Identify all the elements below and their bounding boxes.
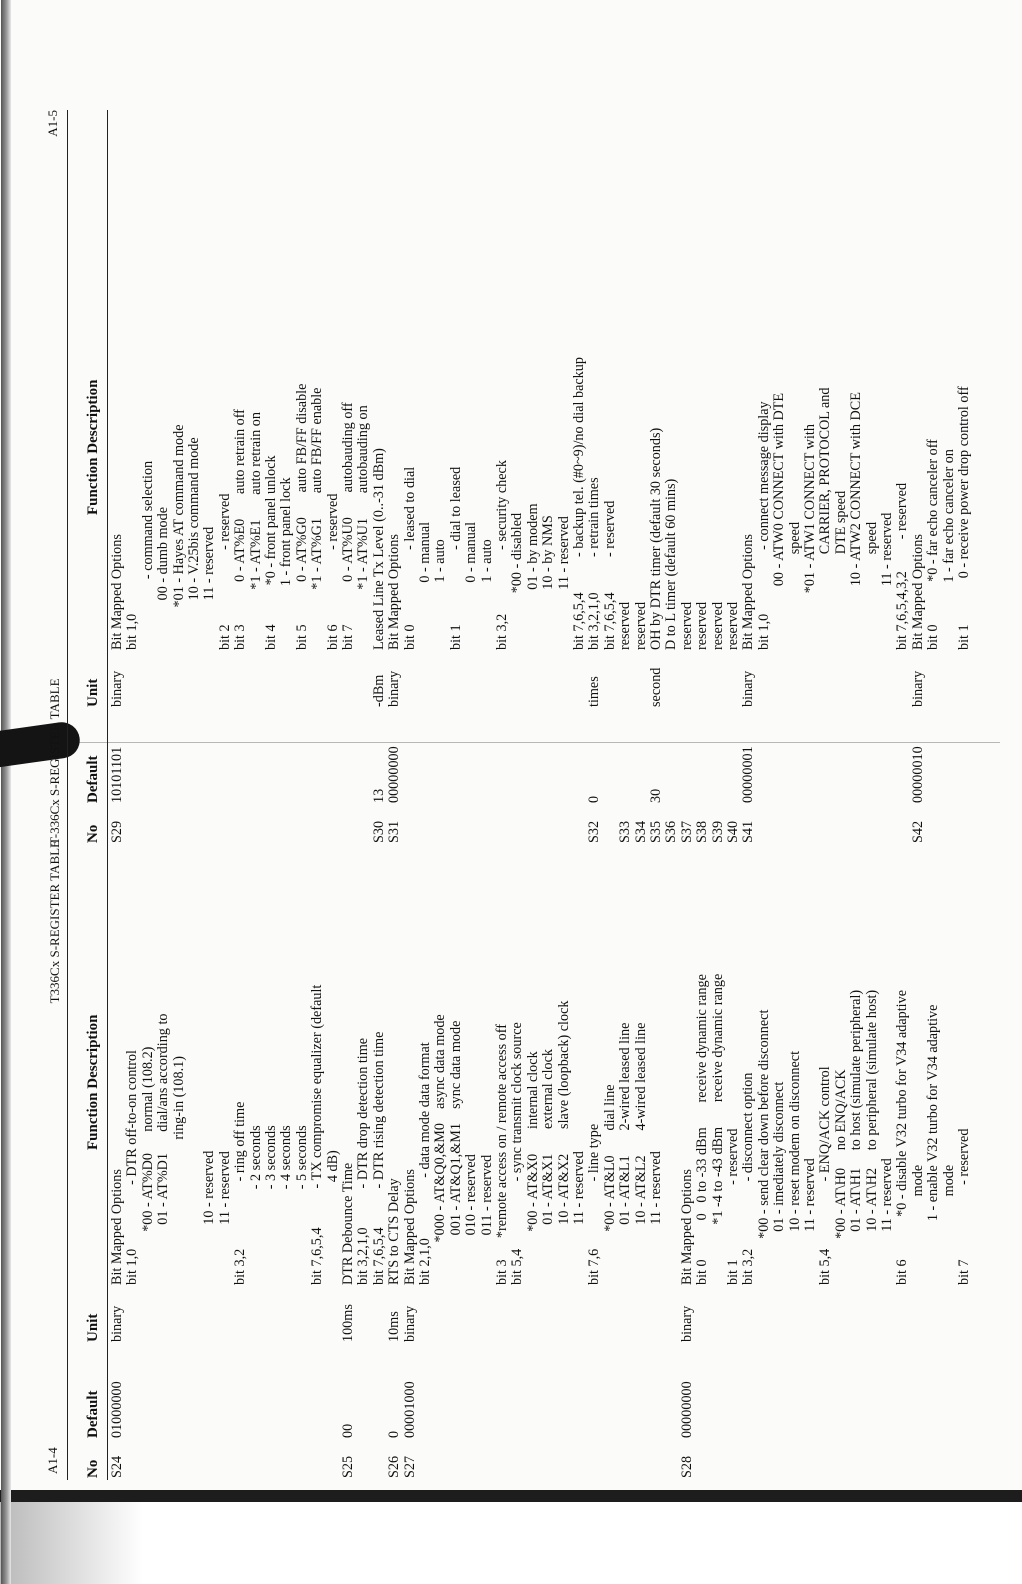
function-description: 11 - reserved xyxy=(802,1158,818,1285)
function-description: *00 - AT&L0 dial line xyxy=(601,1084,618,1285)
function-description: CARRIER, PROTOCOL and xyxy=(817,387,834,650)
column-header-function: Function Description xyxy=(85,1014,101,1150)
table-row xyxy=(910,840,925,1480)
function-description: bit 3 0 - AT%E0 auto retrain off xyxy=(232,409,249,650)
function-description: bit 1,0 xyxy=(124,613,141,650)
function-description: bit 7 0 - AT%U0 autobauding off xyxy=(340,402,356,650)
register-number: S26 xyxy=(386,1455,403,1478)
function-description: reserved xyxy=(617,601,634,650)
table-row xyxy=(879,840,894,1480)
function-description: 0 - manual xyxy=(417,521,433,650)
function-description: reserved xyxy=(694,601,711,650)
table-row xyxy=(309,110,324,845)
function-description: bit 5 0 - AT%G0 auto FB/FF disable xyxy=(293,383,310,650)
default-value: 01000000 xyxy=(109,1381,125,1438)
function-description: bit 4 *0 - front panel unlock xyxy=(263,455,279,650)
function-description: bit 7,6,5,4 - reserved xyxy=(601,500,618,650)
table-row xyxy=(694,840,709,1480)
function-description: *01 - ATW1 CONNECT with xyxy=(802,424,818,650)
function-description: bit 3,2 - security check xyxy=(494,460,510,650)
function-description: bit 6 *0 - disable V32 turbo for V34 adaptive xyxy=(894,989,911,1285)
table-row xyxy=(509,110,524,845)
function-description: - 5 seconds xyxy=(293,1125,310,1285)
function-description: *00 - disabled xyxy=(509,512,526,650)
page-number: A1-4 xyxy=(45,1447,60,1474)
table-row xyxy=(309,840,324,1480)
function-description: *00 - send clear down before disconnect xyxy=(755,1009,772,1285)
function-description: bit 0 0 0 to -33 dBm receive dynamic range xyxy=(694,974,711,1285)
table-row xyxy=(402,840,417,1480)
function-description: 10 - AT\H2 to peripheral (simulate host) xyxy=(863,989,880,1285)
table-row xyxy=(756,840,771,1480)
table-row xyxy=(140,840,155,1480)
function-description: bit 1 - dial to leased xyxy=(447,466,464,650)
table-row xyxy=(463,840,478,1480)
register-number: S40 xyxy=(725,820,741,843)
table-row xyxy=(371,840,386,1480)
register-number: S25 xyxy=(340,1455,356,1478)
register-number: S34 xyxy=(632,820,649,843)
table-row xyxy=(278,840,293,1480)
table-row xyxy=(833,110,848,845)
header-rule xyxy=(67,840,68,1480)
table-row xyxy=(124,110,139,845)
function-description: 01 - AT\H1 to host (simulate peripheral) xyxy=(848,989,865,1285)
table-row xyxy=(355,110,370,845)
table-row xyxy=(109,110,124,845)
table-row xyxy=(602,110,617,845)
function-description: 0 - manual xyxy=(463,521,480,650)
function-description: OH by DTR timer (default 30 seconds) xyxy=(648,427,664,650)
table-row xyxy=(448,110,463,845)
function-description: reserved xyxy=(725,601,741,650)
table-row xyxy=(525,840,540,1480)
table-row xyxy=(494,110,509,845)
function-description: Leased Line Tx Level (0..-31 dBm) xyxy=(370,448,387,650)
table-row xyxy=(509,840,524,1480)
default-value: 0 xyxy=(386,1430,403,1438)
table-row xyxy=(556,840,571,1480)
register-number: S24 xyxy=(109,1455,125,1478)
table-row xyxy=(864,840,879,1480)
function-description: bit 1 - reserved xyxy=(725,1128,741,1285)
function-description: 00 - ATW0 CONNECT with DTE xyxy=(771,392,788,650)
register-number: S42 xyxy=(909,820,926,843)
function-description: *1 - AT%E1 auto retrain on xyxy=(247,412,264,650)
default-value: 30 xyxy=(648,788,664,803)
table-row xyxy=(340,840,355,1480)
page-a1-4 xyxy=(43,840,983,1480)
function-description: 1 - front panel lock xyxy=(278,477,295,650)
unit: binary xyxy=(740,670,757,707)
register-number: S31 xyxy=(386,820,403,843)
table-row xyxy=(833,840,848,1480)
unit: binary xyxy=(109,670,125,707)
table-row xyxy=(140,110,155,845)
page-header xyxy=(43,840,67,1480)
table-row xyxy=(155,110,170,845)
function-description: *1 - AT%G1 auto FB/FF enable xyxy=(309,387,326,650)
function-description: bit 5,4 - ENQ/ACK control xyxy=(817,1066,834,1285)
unit: binary xyxy=(386,670,403,707)
function-description: bit 3,2 - disconnect option xyxy=(740,1072,757,1285)
table-row xyxy=(633,110,648,845)
table-row xyxy=(725,840,740,1480)
table-row xyxy=(232,110,247,845)
table-row xyxy=(201,840,216,1480)
function-description: Bit Mapped Options xyxy=(386,534,403,650)
function-description: Bit Mapped Options xyxy=(109,534,125,650)
function-description: speed xyxy=(863,521,880,650)
function-description: 11 - reserved xyxy=(555,516,572,650)
function-description: - 4 seconds xyxy=(278,1125,295,1285)
function-description: 01 - by modem xyxy=(524,503,541,650)
table-title: T336Cx S-REGISTER TABLE xyxy=(47,840,62,1004)
column-header-unit: Unit xyxy=(85,1313,101,1342)
table-row xyxy=(941,110,956,845)
table-row xyxy=(278,110,293,845)
table-row xyxy=(586,840,601,1480)
column-header-rule xyxy=(107,840,108,1480)
table-row xyxy=(956,110,971,845)
function-description: 011 - reserved xyxy=(478,1154,495,1285)
table-row xyxy=(848,110,863,845)
function-description: bit 7,6,5,4,3,2 - reserved xyxy=(894,482,911,650)
unit: binary xyxy=(909,670,926,707)
function-description: 1 - far echo canceler on xyxy=(940,449,957,650)
table-row xyxy=(617,840,632,1480)
function-description: 01 - AT%D1 dial/ans according to xyxy=(155,1013,172,1285)
column-header-default: Default xyxy=(85,1390,101,1438)
page-a1-5 xyxy=(43,110,972,845)
table-row xyxy=(817,110,832,845)
function-description: 10 - ATW2 CONNECT with DCE xyxy=(848,392,865,650)
table-row xyxy=(725,110,740,845)
unit: binary xyxy=(678,1305,695,1342)
function-description: *01 - Hayes AT command mode xyxy=(170,424,187,650)
register-number: S36 xyxy=(663,820,680,843)
function-description: Bit Mapped Options xyxy=(109,1169,125,1285)
table-row xyxy=(417,110,432,845)
function-description: bit 7,6,5,4 - DTR rising detection time xyxy=(370,1031,387,1285)
function-description: 11 - reserved xyxy=(571,1151,587,1285)
function-description: bit 2,1,0 - data mode data format xyxy=(417,1042,433,1285)
function-description: DTE speed xyxy=(832,490,849,650)
column-header-unit: Unit xyxy=(85,678,101,707)
register-number: S32 xyxy=(586,820,603,843)
table-row xyxy=(771,840,786,1480)
default-value: 00 xyxy=(340,1423,356,1438)
table-row xyxy=(248,110,263,845)
function-description: 10 - AT&X2 slave (loopback) clock xyxy=(555,1000,572,1285)
function-description: bit 0 *0 - far echo canceler off xyxy=(925,439,942,650)
table-row xyxy=(217,110,232,845)
function-description: ring-in (108.1) xyxy=(170,1056,187,1285)
table-row xyxy=(848,840,863,1480)
function-description: *000 - AT&Q0,&M0 async data mode xyxy=(432,1014,449,1285)
function-description: bit 3,2,1,0 - retrain times xyxy=(586,477,603,650)
table-row xyxy=(894,110,909,845)
table-row xyxy=(663,840,678,1480)
table-row xyxy=(525,110,540,845)
table-row xyxy=(540,110,555,845)
function-description: RTS to CTS Delay xyxy=(386,1178,403,1285)
function-description: 1 - enable V32 turbo for V34 adaptive xyxy=(925,1004,942,1285)
table-row xyxy=(756,110,771,845)
unit: 100ms xyxy=(340,1304,356,1342)
table-row xyxy=(740,110,755,845)
function-description: bit 1 0 - receive power drop control off xyxy=(956,386,972,650)
table-row xyxy=(494,840,509,1480)
default-value: 10101101 xyxy=(109,746,125,803)
register-number: S33 xyxy=(617,820,634,843)
function-description: mode xyxy=(940,1164,957,1285)
function-description: bit 7,6 - line type xyxy=(586,1123,603,1285)
register-number: S28 xyxy=(678,1455,695,1478)
column-header-rule xyxy=(107,110,108,845)
table-row xyxy=(710,110,725,845)
table-row xyxy=(386,110,401,845)
column-header-no: No xyxy=(85,1459,101,1478)
table-row xyxy=(402,110,417,845)
function-description: bit 3,2,1,0 - DTR drop detection time xyxy=(355,1037,372,1285)
table-row xyxy=(109,840,124,1480)
function-description: 11 - reserved xyxy=(216,1151,233,1285)
function-description: 10 - AT&L2 4-wired leased line xyxy=(632,1022,649,1285)
function-description: Bit Mapped Options xyxy=(401,1169,418,1285)
unit: times xyxy=(586,676,603,707)
unit: binary xyxy=(401,1305,418,1342)
table-row xyxy=(787,840,802,1480)
register-number: S41 xyxy=(740,820,757,843)
table-row xyxy=(864,110,879,845)
table-row xyxy=(186,110,201,845)
function-description: D to L timer (default 60 mins) xyxy=(663,478,680,650)
table-row xyxy=(432,840,447,1480)
table-row xyxy=(463,110,478,845)
function-description: 00 - dumb mode xyxy=(155,506,172,650)
header-rule xyxy=(67,110,68,845)
function-description: bit 1,0 - DTR off-to-on control xyxy=(124,1050,141,1285)
table-row xyxy=(679,110,694,845)
table-row xyxy=(186,840,201,1480)
table-row xyxy=(248,840,263,1480)
page-bottom-edge xyxy=(0,1490,1022,1502)
function-description: 010 - reserved xyxy=(463,1154,480,1285)
function-description: - command selection xyxy=(139,460,156,650)
function-description: bit 6 - reserved xyxy=(324,493,341,650)
function-description: *1 - AT%U1 autobauding on xyxy=(355,405,372,650)
function-description: 11 - reserved xyxy=(201,526,218,650)
default-value: 00000010 xyxy=(909,746,926,803)
table-row xyxy=(386,840,401,1480)
table-row xyxy=(217,840,232,1480)
column-header-no: No xyxy=(85,824,101,843)
page-header xyxy=(43,110,67,845)
table-row xyxy=(648,840,663,1480)
table-row xyxy=(325,840,340,1480)
table-row xyxy=(710,840,725,1480)
function-description: bit 7,6,5,4 - TX compromise equalizer (default xyxy=(309,984,326,1285)
table-row xyxy=(479,840,494,1480)
function-description: Bit Mapped Options xyxy=(678,1169,695,1285)
table-row xyxy=(155,840,170,1480)
column-header-default: Default xyxy=(85,755,101,803)
register-number: S27 xyxy=(401,1455,418,1478)
function-description: bit 5,4 - sync transmit clock source xyxy=(509,1022,526,1285)
table-row xyxy=(802,110,817,845)
table-row xyxy=(417,840,432,1480)
column-header-function: Function Description xyxy=(85,379,101,515)
function-description: *00 - AT&X0 internal clock xyxy=(524,1051,541,1285)
register-number: S29 xyxy=(109,820,125,843)
table-row xyxy=(956,840,971,1480)
table-row xyxy=(432,110,447,845)
function-description: *00 - AT%D0 normal (108.2) xyxy=(139,1046,156,1285)
function-description: 1 - auto xyxy=(478,539,495,650)
table-row xyxy=(648,110,663,845)
table-row xyxy=(925,110,940,845)
table-row xyxy=(540,840,555,1480)
table-row xyxy=(171,110,186,845)
default-value: 00000000 xyxy=(386,746,403,803)
table-row xyxy=(787,110,802,845)
function-description: 10 - by NMS xyxy=(540,515,557,650)
function-description: *1 -4 to -43 dBm receive dynamic range xyxy=(709,973,726,1285)
function-description: bit 0 - leased to dial xyxy=(401,466,418,650)
function-description: bit 2 - reserved xyxy=(216,493,233,650)
table-row xyxy=(355,840,370,1480)
function-description: *00 - AT\H0 no ENQ/ACK xyxy=(832,1069,849,1285)
register-number: S39 xyxy=(709,820,726,843)
table-row xyxy=(571,110,586,845)
table-title: T-336Cx S-REGISTER TABLE xyxy=(47,678,62,845)
table-row xyxy=(571,840,586,1480)
table-row xyxy=(556,110,571,845)
unit: binary xyxy=(109,1305,125,1342)
function-description: 001 - AT&Q1,&M1 sync data mode xyxy=(447,1020,464,1285)
table-row xyxy=(925,840,940,1480)
table-row xyxy=(201,110,216,845)
table-row xyxy=(124,840,139,1480)
function-description: reserved xyxy=(678,601,695,650)
table-row xyxy=(448,840,463,1480)
function-description: bit 3,2 - ring off time xyxy=(232,1101,249,1285)
table-row xyxy=(294,110,309,845)
function-description: 10 - V.25bis command mode xyxy=(186,437,202,650)
default-value: 00001000 xyxy=(401,1381,418,1438)
function-description: speed xyxy=(786,521,803,650)
register-number: S30 xyxy=(370,820,387,843)
table-row xyxy=(633,840,648,1480)
function-description: - 2 seconds xyxy=(247,1125,264,1285)
table-row xyxy=(340,110,355,845)
table-row xyxy=(771,110,786,845)
function-description: 01 - imediately disconnect xyxy=(771,1081,788,1285)
function-description: 10 - reserved xyxy=(201,1150,218,1285)
register-number: S37 xyxy=(678,820,695,843)
register-number: S38 xyxy=(694,820,711,843)
table-row xyxy=(941,840,956,1480)
unit: second xyxy=(648,667,664,707)
default-value: 00000000 xyxy=(678,1381,695,1438)
table-row xyxy=(232,840,247,1480)
table-row xyxy=(479,110,494,845)
function-description: mode xyxy=(909,1164,926,1285)
function-description: 11 - reserved xyxy=(879,1158,895,1285)
table-row xyxy=(910,110,925,845)
default-value: 00000001 xyxy=(740,746,757,803)
binding-edge xyxy=(1,0,11,1584)
function-description: reserved xyxy=(632,601,649,650)
function-description: 01 - AT&L1 2-wired leased line xyxy=(617,1022,634,1285)
function-description: 11 - reserved xyxy=(648,1151,664,1285)
function-description: - 3 seconds xyxy=(263,1125,279,1285)
unit: 10ms xyxy=(386,1311,403,1342)
function-description: bit 1,0 - connect message display xyxy=(755,401,772,650)
table-row xyxy=(663,110,678,845)
table-row xyxy=(602,840,617,1480)
function-description: Bit Mapped Options xyxy=(740,534,757,650)
function-description: 11 - reserved xyxy=(879,512,895,650)
table-row xyxy=(325,110,340,845)
function-description: bit 3 *remote access on / remote access off xyxy=(494,1024,510,1285)
table-row xyxy=(817,840,832,1480)
table-row xyxy=(294,840,309,1480)
function-description: reserved xyxy=(709,601,726,650)
function-description: 10 - reset modem on disconnect xyxy=(786,1050,803,1285)
table-row xyxy=(617,110,632,845)
unit: -dBm xyxy=(370,674,387,707)
function-description: 1 - auto xyxy=(432,539,449,650)
register-number: S35 xyxy=(648,820,664,843)
function-description: Bit Mapped Options xyxy=(909,534,926,650)
table-row xyxy=(679,840,694,1480)
function-description: bit 7 - reserved xyxy=(956,1128,972,1285)
table-row xyxy=(879,110,894,845)
table-row xyxy=(740,840,755,1480)
table-row xyxy=(586,110,601,845)
default-value: 0 xyxy=(586,795,603,803)
table-row xyxy=(371,110,386,845)
function-description: bit 7,6,5,4 - backup tel. (#0~9)/no dial backup xyxy=(571,357,587,650)
default-value: 13 xyxy=(370,788,387,803)
table-row xyxy=(694,110,709,845)
function-description: DTR Debounce Time xyxy=(340,1162,356,1285)
table-row xyxy=(171,840,186,1480)
table-row xyxy=(263,110,278,845)
table-row xyxy=(263,840,278,1480)
table-row xyxy=(802,840,817,1480)
function-description: 01 - AT&X1 external clock xyxy=(540,1048,557,1285)
page-number: A1-5 xyxy=(45,110,60,137)
table-row xyxy=(894,840,909,1480)
scan-corner-shading xyxy=(0,1502,1022,1584)
function-description: 4 dB) xyxy=(324,1150,341,1285)
